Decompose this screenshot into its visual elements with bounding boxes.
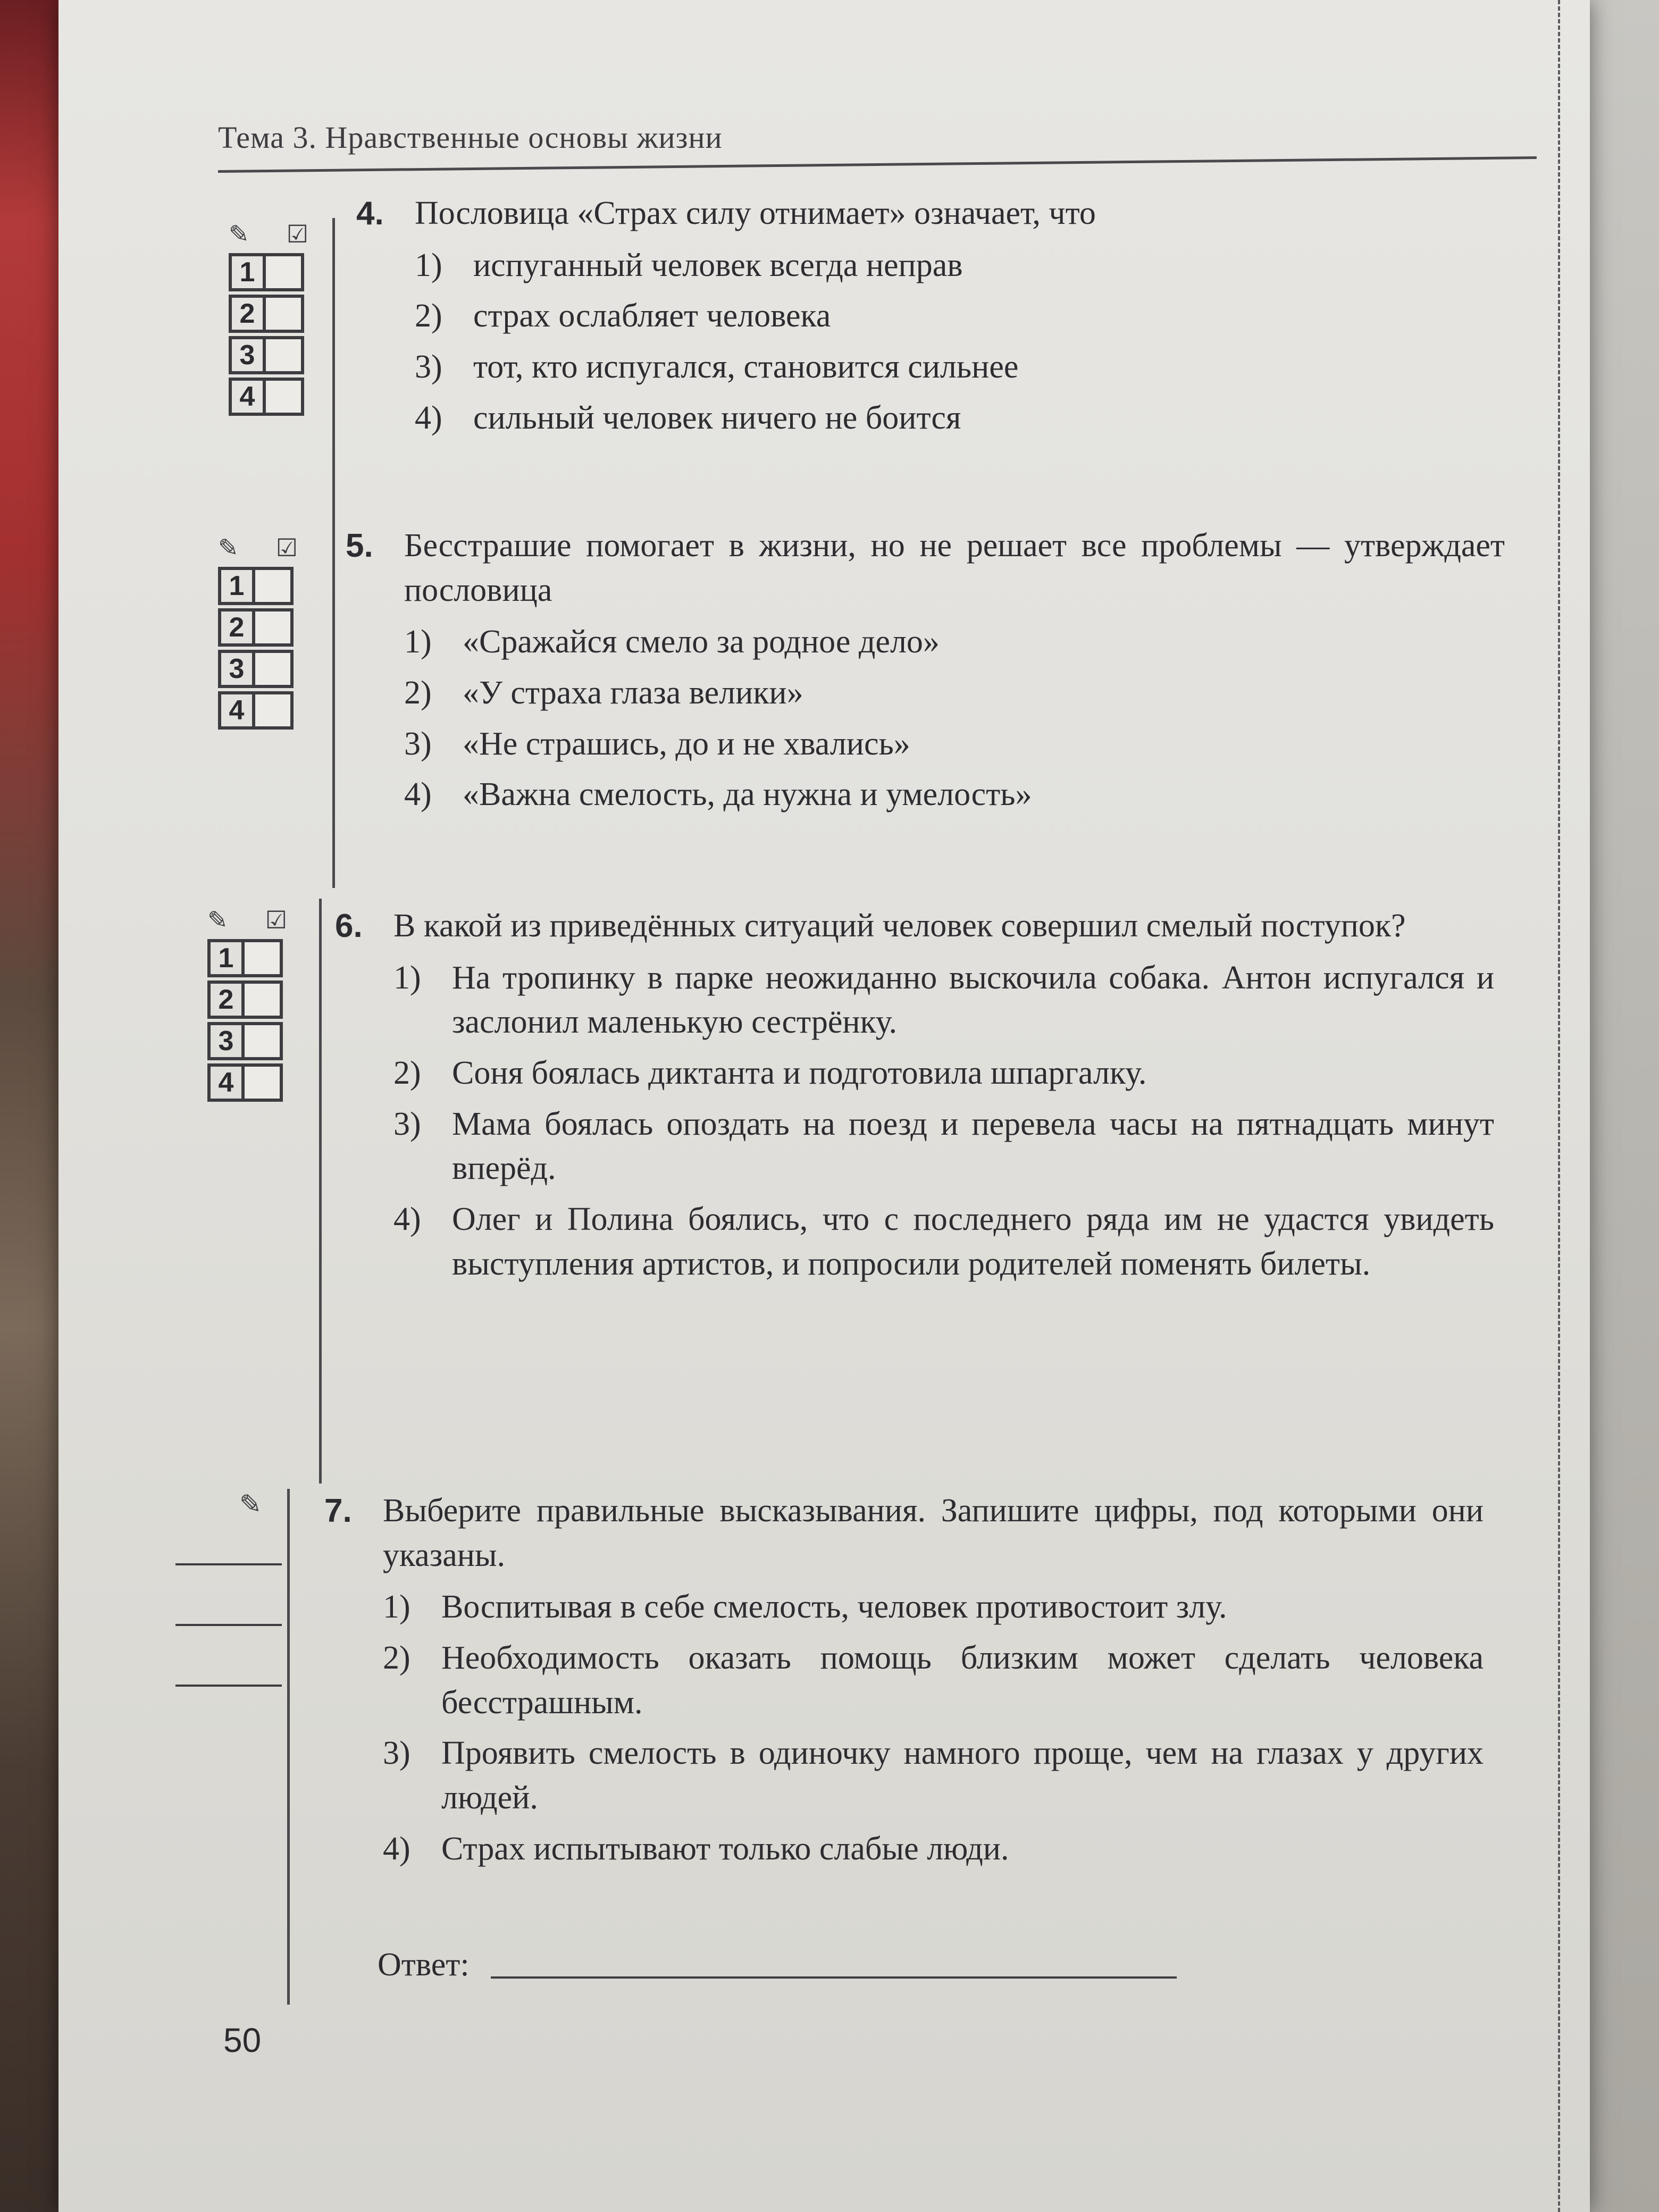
- option-label: 3): [383, 1735, 410, 1772]
- answer-checkbox[interactable]: [245, 1063, 283, 1102]
- answer-marks-q4: [229, 218, 308, 416]
- option-number: 2: [229, 295, 266, 333]
- option-text: Соня боялась диктанта и подготовила шпаргалку.: [452, 1055, 1147, 1092]
- answer-line[interactable]: [175, 1624, 282, 1626]
- cut-line: [1558, 0, 1560, 2212]
- header-rule: [218, 156, 1537, 173]
- answer-checkbox[interactable]: [266, 336, 304, 374]
- option-item: [415, 396, 1515, 441]
- option-item: [404, 620, 1505, 665]
- question-text: Пословица «Страх силу отнимает» означает, что: [415, 195, 1096, 231]
- option-item: [415, 244, 1515, 288]
- margin-line: [319, 899, 322, 1484]
- answer-input-line[interactable]: [491, 1976, 1177, 1979]
- margin-line: [332, 218, 335, 888]
- option-number: 1: [229, 253, 266, 291]
- question-text: Бесстрашие помогает в жизни, но не решает все проблемы — утверждает пословица: [404, 527, 1505, 608]
- pen-icon: ✎: [229, 221, 249, 248]
- answer-label: Ответ:: [378, 1947, 470, 1983]
- option-number: 4: [207, 1063, 245, 1102]
- page-header: Тема 3. Нравственные основы жизни: [218, 120, 723, 155]
- answer-checkbox[interactable]: [245, 981, 283, 1019]
- option-number: 4: [218, 691, 255, 730]
- answer-lines-q7: [175, 1563, 282, 1745]
- option-label: 4): [383, 1830, 410, 1867]
- checkbox-icon: ☑: [265, 907, 287, 934]
- option-label: 2): [393, 1055, 421, 1092]
- answer-checkbox[interactable]: [266, 378, 304, 416]
- option-text: «Не страшись, до и не хвались»: [463, 725, 910, 762]
- question-4: [356, 191, 1515, 447]
- option-label: 2): [404, 675, 432, 711]
- option-text: Страх испытывают только слабые люди.: [441, 1830, 1009, 1867]
- pen-icon: ✎: [218, 534, 239, 562]
- question-number: 6.: [335, 908, 363, 944]
- option-label: 3): [393, 1105, 421, 1142]
- option-label: 3): [415, 349, 442, 386]
- option-number: 1: [218, 567, 255, 605]
- option-label: 1): [415, 247, 442, 283]
- checkbox-icon: ☑: [286, 221, 308, 248]
- option-text: «У страха глаза велики»: [463, 675, 803, 711]
- option-number: 3: [229, 336, 266, 374]
- option-item: [383, 1731, 1484, 1820]
- answer-checkbox[interactable]: [255, 567, 294, 605]
- option-item: [415, 294, 1515, 339]
- answer-checkbox[interactable]: [255, 650, 294, 688]
- option-label: 4): [415, 399, 442, 436]
- option-item: [393, 956, 1494, 1045]
- pen-icon: ✎: [239, 1489, 262, 1519]
- checkbox-icon: ☑: [275, 534, 298, 562]
- option-text: Проявить смелость в одиночку намного проще, чем на глазах у других людей.: [441, 1735, 1484, 1816]
- option-text: сильный человек ничего не боится: [473, 399, 961, 436]
- answer-checkbox[interactable]: [255, 608, 294, 647]
- option-label: 2): [383, 1640, 410, 1677]
- option-text: Необходимость оказать помощь близким может сделать человека бесстрашным.: [441, 1640, 1484, 1721]
- pen-icon: ✎: [207, 907, 228, 934]
- option-number: 4: [229, 378, 266, 416]
- answer-marks-q6: [207, 904, 287, 1102]
- option-text: «Сражайся смело за родное дело»: [463, 624, 940, 660]
- option-item: [383, 1585, 1484, 1630]
- question-number: 7.: [324, 1493, 352, 1529]
- option-number: 2: [207, 981, 245, 1019]
- answer-checkbox[interactable]: [266, 295, 304, 333]
- option-number: 1: [207, 939, 245, 977]
- option-text: На тропинку в парке неожиданно выскочила собака. Антон испугался и заслонил маленькую сестрёнку.: [452, 959, 1494, 1041]
- workbook-page: [58, 0, 1590, 2212]
- question-5: [346, 524, 1505, 824]
- option-item: [383, 1636, 1484, 1725]
- option-item: [404, 722, 1505, 767]
- question-6: [335, 904, 1494, 1293]
- answer-checkbox[interactable]: [266, 253, 304, 291]
- option-label: 3): [404, 725, 432, 762]
- option-item: [393, 1051, 1494, 1096]
- option-number: 2: [218, 608, 255, 647]
- option-text: страх ослабляет человека: [473, 298, 831, 334]
- option-label: 4): [393, 1201, 421, 1238]
- option-number: 3: [218, 650, 255, 688]
- option-label: 4): [404, 776, 432, 813]
- option-label: 1): [393, 959, 421, 996]
- option-label: 1): [383, 1589, 410, 1626]
- option-item: [415, 345, 1515, 390]
- option-item: [393, 1102, 1494, 1191]
- question-number: 4.: [356, 195, 384, 232]
- option-text: испуганный человек всегда неправ: [473, 247, 963, 283]
- answer-checkbox[interactable]: [245, 939, 283, 977]
- option-item: [383, 1827, 1484, 1872]
- option-item: [393, 1197, 1494, 1286]
- answer-checkbox[interactable]: [245, 1022, 283, 1060]
- question-text: Выберите правильные высказывания. Запишите цифры, под которыми они указаны.: [383, 1493, 1484, 1573]
- option-text: Олег и Полина боялись, что с последнего ряда им не удастся увидеть выступления артистов, и попросили родителей поменять билеты.: [452, 1201, 1494, 1282]
- question-text: В какой из приведённых ситуаций человек совершил смелый поступок?: [393, 908, 1406, 944]
- answer-checkbox[interactable]: [255, 691, 294, 730]
- option-text: «Важна смелость, да нужна и умелость»: [463, 776, 1032, 813]
- answer-line[interactable]: [175, 1685, 282, 1687]
- page-number: 50: [223, 2021, 262, 2059]
- option-label: 2): [415, 298, 442, 334]
- question-7: [324, 1489, 1484, 1878]
- option-label: 1): [404, 624, 432, 660]
- question-number: 5.: [346, 527, 373, 564]
- option-item: [404, 773, 1505, 817]
- answer-line[interactable]: [175, 1563, 282, 1565]
- option-text: тот, кто испугался, становится сильнее: [473, 349, 1019, 386]
- option-text: Мама боялась опоздать на поезд и перевела часы на пятнадцать минут вперёд.: [452, 1105, 1494, 1187]
- margin-line: [287, 1489, 290, 2005]
- answer-field: [378, 1946, 1177, 1984]
- option-item: [404, 671, 1505, 716]
- answer-marks-q5: [218, 532, 298, 730]
- option-text: Воспитывая в себе смелость, человек противостоит злу.: [441, 1589, 1227, 1626]
- option-number: 3: [207, 1022, 245, 1060]
- background-right: [1579, 0, 1659, 2212]
